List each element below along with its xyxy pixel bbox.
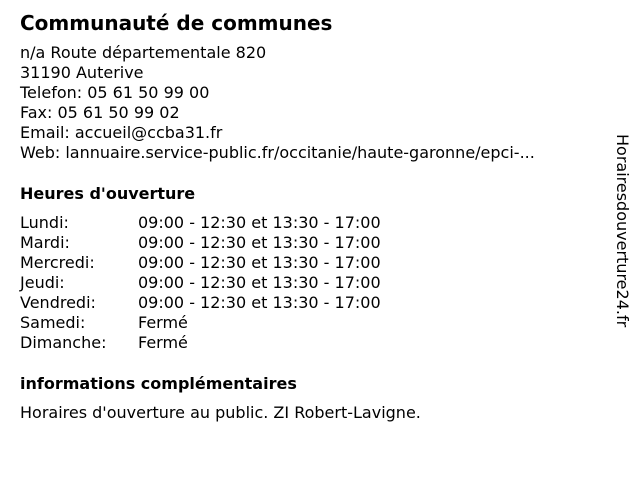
time-value: 09:00 - 12:30 et 13:30 - 17:00 (138, 233, 381, 252)
time-value: Fermé (138, 333, 188, 352)
day-label: Lundi: (20, 213, 69, 232)
day-label: Jeudi: (20, 273, 65, 292)
address-line-1: n/a Route départementale 820 (20, 43, 267, 62)
time-value: 09:00 - 12:30 et 13:30 - 17:00 (138, 273, 381, 292)
fax-line: Fax: 05 61 50 99 02 (20, 103, 180, 122)
opening-hours-heading: Heures d'ouverture (20, 184, 196, 203)
contact-block (20, 43, 535, 163)
day-label: Mardi: (20, 233, 70, 252)
additional-info-text: Horaires d'ouverture au public. ZI Robert-Lavigne. (20, 403, 421, 422)
day-label: Vendredi: (20, 293, 96, 312)
time-value: Fermé (138, 313, 188, 332)
page-title: Communauté de communes (20, 11, 333, 35)
day-label: Samedi: (20, 313, 86, 332)
telefon-line: Telefon: 05 61 50 99 00 (20, 83, 210, 102)
day-label: Mercredi: (20, 253, 95, 272)
address-line-2: 31190 Auterive (20, 63, 144, 82)
email-line: Email: accueil@ccba31.fr (20, 123, 223, 142)
time-value: 09:00 - 12:30 et 13:30 - 17:00 (138, 293, 381, 312)
time-value: 09:00 - 12:30 et 13:30 - 17:00 (138, 213, 381, 232)
additional-info-heading: informations complémentaires (20, 374, 297, 393)
day-label: Dimanche: (20, 333, 107, 352)
time-value: 09:00 - 12:30 et 13:30 - 17:00 (138, 253, 381, 272)
web-line: Web: lannuaire.service-public.fr/occitanie/haute-garonne/epci-... (20, 143, 535, 162)
site-watermark: Horairesdouverture24.fr (613, 134, 632, 328)
